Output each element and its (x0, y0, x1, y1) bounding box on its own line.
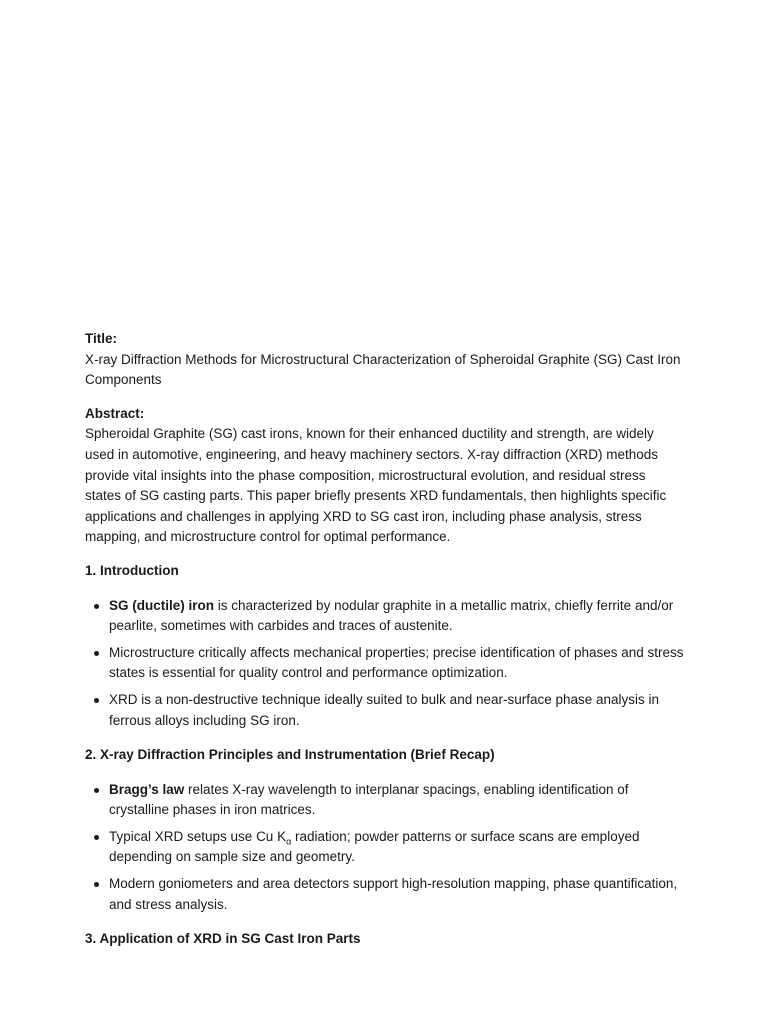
abstract-label: Abstract: (85, 405, 145, 421)
abstract-text: Spheroidal Graphite (SG) cast irons, known for their enhanced ductility and strength, are widely used in automotive, engineering, and heavy machinery sectors. X-ray diffraction (XRD) methods provide vital insights into the phase composition, microstructural evolution, and residual stress states of SG casting parts. This paper briefly presents XRD fundamentals, then highlights specific applications and challenges in applying XRD to SG cast iron, including phase analysis, stress mapping, and microstructure control for optimal performance. (85, 426, 667, 545)
list-item (85, 827, 685, 868)
list-item-bold: SG (ductile) iron (109, 597, 215, 613)
list-item (85, 874, 685, 915)
list-item-text: radiation; powder patterns or surface scans are employed depending on sample size and geometry. (109, 828, 640, 865)
list-item-bold: Bragg’s law (109, 781, 185, 797)
paper-title: X-ray Diffraction Methods for Microstructural Characterization of Spheroidal Graphite (SG) Cast Iron Components (85, 351, 681, 388)
list-item-text: Modern goniometers and area detectors support high-resolution mapping, phase quantification, and stress analysis. (109, 876, 678, 912)
list-item (85, 780, 685, 821)
list-item (85, 643, 685, 684)
list-item (85, 690, 685, 731)
list-item-text: XRD is a non-destructive technique ideally suited to bulk and near-surface phase analysis in ferrous alloys including SG iron. (109, 691, 660, 728)
title-block (85, 329, 685, 391)
list-item-text: Microstructure critically affects mechanical properties; precise identification of phases and stress states is essential for quality control and performance optimization. (109, 644, 684, 681)
list-item-text-before: Typical XRD setups use Cu K (109, 828, 287, 844)
xrd-principles-list (85, 780, 685, 916)
alpha-subscript: α (286, 836, 292, 847)
section-heading-introduction: 1. Introduction (85, 562, 179, 578)
abstract-block (85, 404, 685, 548)
document-body (85, 329, 685, 964)
list-item (85, 596, 685, 637)
section-heading-xrd-principles: 2. X-ray Diffraction Principles and Instrumentation (Brief Recap) (85, 747, 495, 763)
list-item-text: relates X-ray wavelength to interplanar spacings, enabling identification of crystalline phases in iron matrices. (109, 781, 629, 818)
title-label: Title: (85, 331, 118, 346)
list-item-text: is characterized by nodular graphite in a metallic matrix, chiefly ferrite and/or pearlite, sometimes with carbides and traces of austenite. (109, 597, 674, 634)
section-heading-xrd-application: 3. Application of XRD in SG Cast Iron Parts (85, 931, 361, 947)
introduction-list (85, 596, 685, 732)
